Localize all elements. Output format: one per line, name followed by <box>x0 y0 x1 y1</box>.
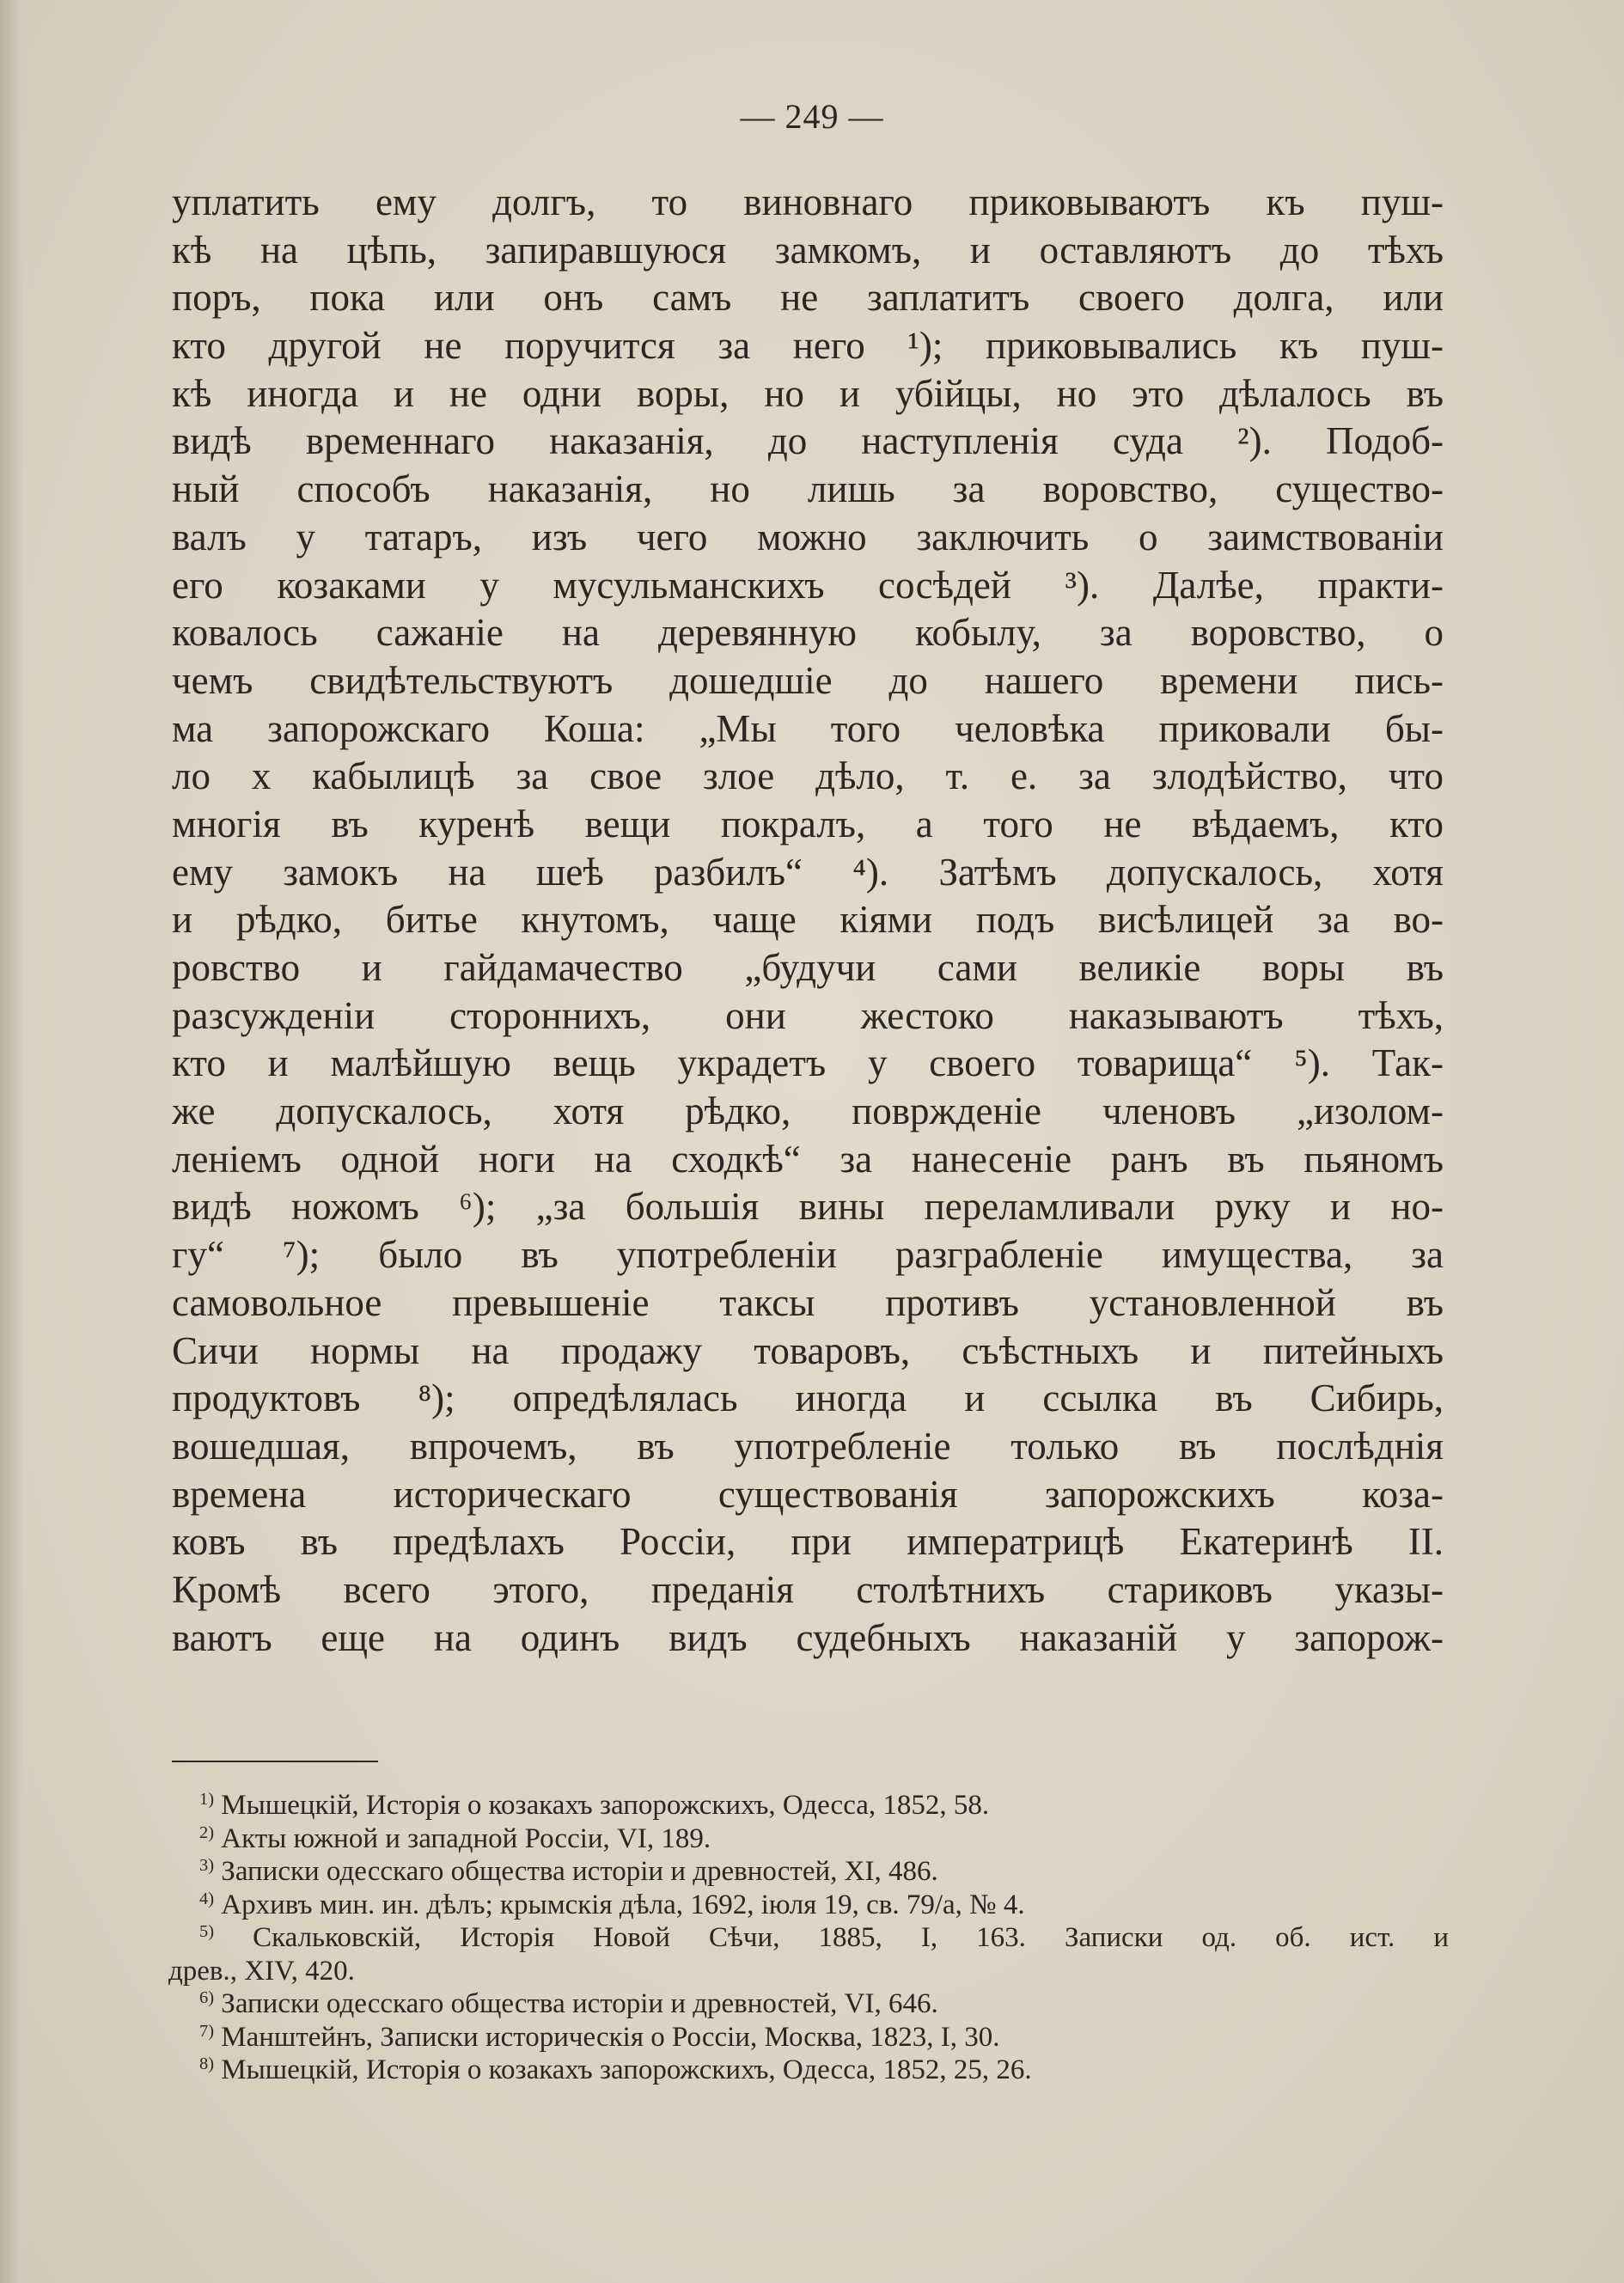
footnote-text: Акты южной и западной Россіи, VI, 189. <box>221 1822 711 1854</box>
footnote-text: Скальковскій, Исторія Новой Сѣчи, 1885, I, 163. Записки од. об. ист. и <box>253 1922 1449 1953</box>
text-line: ровство и гайдамачество „будучи сами великіе воры въ <box>172 946 1444 989</box>
text-line: ный способъ наказанія, но лишь за воровство, существо- <box>172 467 1444 511</box>
footnote-text: Записки одесскаго общества исторіи и древностей, VI, 646. <box>221 1988 938 2019</box>
text-line: его козаками у мусульманскихъ сосѣдей ³). Далѣе, практи- <box>172 563 1444 607</box>
text-line: ковалось сажаніе на деревянную кобылу, за воровство, о <box>172 611 1444 655</box>
text-line: Кромѣ всего этого, преданія столѣтнихъ стариковъ указы- <box>172 1567 1444 1611</box>
text-line: времена историческаго существованія запорожскихъ коза- <box>172 1472 1444 1516</box>
footnote-mark: 2) <box>199 1822 215 1842</box>
footnote <box>168 1822 1449 1856</box>
footnote-mark: 4) <box>199 1889 215 1908</box>
footnote-mark: 7) <box>199 2021 215 2041</box>
text-line: разсужденіи стороннихъ, они жестоко наказываютъ тѣхъ, <box>172 993 1444 1037</box>
footnote-mark: 8) <box>199 2054 215 2073</box>
text-line: кто другой не поручится за него ¹); приковывались къ пуш- <box>172 324 1444 368</box>
footnote <box>168 2021 1449 2054</box>
footnotes <box>168 1789 1449 2087</box>
footnote <box>168 1921 1449 1955</box>
footnote-text: Архивъ мин. ин. дѣлъ; крымскія дѣла, 1692, іюля 19, св. 79/а, № 4. <box>221 1889 1025 1920</box>
text-line: вошедшая, впрочемъ, въ употребленіе только въ послѣднія <box>172 1424 1444 1468</box>
text-line: валъ у татаръ, изъ чего можно заключить о заимствованіи <box>172 515 1444 559</box>
text-line: леніемъ одной ноги на сходкѣ“ за нанесеніе ранъ въ пьяномъ <box>172 1137 1444 1181</box>
footnote-mark: 3) <box>199 1855 215 1875</box>
footnote <box>168 1789 1449 1822</box>
footnote <box>168 1987 1449 2021</box>
footnote <box>168 1855 1449 1889</box>
text-line: ковъ въ предѣлахъ Россіи, при императрицѣ Екатеринѣ II. <box>172 1520 1444 1564</box>
text-line: ма запорожскаго Коша: „Мы того человѣка приковали бы- <box>172 706 1444 750</box>
footnote-text: Манштейнъ, Записки историческія о Россіи, Москва, 1823, I, 30. <box>221 2021 1000 2053</box>
page-number: — 249 — <box>740 97 884 136</box>
footnote-text: Мышецкій, Исторія о козакахъ запорожскихъ, Одесса, 1852, 25, 26. <box>221 2054 1032 2085</box>
text-line: видѣ временнаго наказанія, до наступленія суда ²). Подоб- <box>172 419 1444 463</box>
text-line: многія въ куренѣ вещи покралъ, а того не вѣдаемъ, кто <box>172 802 1444 845</box>
footnote <box>168 1889 1449 1922</box>
page-gutter-shadow <box>0 0 22 2283</box>
text-line: видѣ ножомъ ⁶); „за большія вины переламливали руку и но- <box>172 1185 1444 1229</box>
text-line: кѣ на цѣпь, запиравшуюся замкомъ, и оставляютъ до тѣхъ <box>172 228 1444 272</box>
text-line: уплатить ему долгъ, то виновнаго приковываютъ къ пуш- <box>172 180 1444 223</box>
footnote <box>168 2054 1449 2087</box>
text-line: чемъ свидѣтельствуютъ дошедшіе до нашего времени пись- <box>172 658 1444 702</box>
text-line: ло х кабылицѣ за свое злое дѣло, т. е. за злодѣйство, что <box>172 754 1444 798</box>
text-line: кѣ иногда и не одни воры, но и убійцы, но это дѣлалось въ <box>172 371 1444 415</box>
footnote-separator <box>172 1761 378 1762</box>
text-line: гу“ ⁷); было въ употребленіи разграбленіе имущества, за <box>172 1233 1444 1277</box>
text-line: кто и малѣйшую вещь украдетъ у своего товарища“ ⁵). Так- <box>172 1041 1444 1085</box>
footnote-continuation: древ., XIV, 420. <box>168 1955 355 1987</box>
main-text <box>172 179 1444 1662</box>
footnote-mark: 1) <box>199 1789 215 1809</box>
footnote-text: Мышецкій, Исторія о козакахъ запорожскихъ, Одесса, 1852, 58. <box>221 1790 990 1821</box>
text-line: продуктовъ ⁸); опредѣлялась иногда и ссылка въ Сибирь, <box>172 1377 1444 1420</box>
text-line: ему замокъ на шеѣ разбилъ“ ⁴). Затѣмъ допускалось, хотя <box>172 850 1444 894</box>
footnote-mark: 6) <box>199 1987 215 2007</box>
text-line: и рѣдко, битье кнутомъ, чаще кіями подъ висѣлицей за во- <box>172 898 1444 942</box>
footnote-mark: 5) <box>199 1921 215 1941</box>
footnote-text: Записки одесскаго общества исторіи и древностей, XI, 486. <box>221 1856 938 1887</box>
text-line: ваютъ еще на одинъ видъ судебныхъ наказаній у запорож- <box>172 1615 1444 1659</box>
text-line: же допускалось, хотя рѣдко, повржденіе членовъ „изолом- <box>172 1090 1444 1133</box>
text-line: Сичи нормы на продажу товаровъ, съѣстныхъ и питейныхъ <box>172 1328 1444 1372</box>
text-line: самовольное превышеніе таксы противъ установленной въ <box>172 1280 1444 1324</box>
text-line: поръ, пока или онъ самъ не заплатитъ своего долга, или <box>172 276 1444 320</box>
